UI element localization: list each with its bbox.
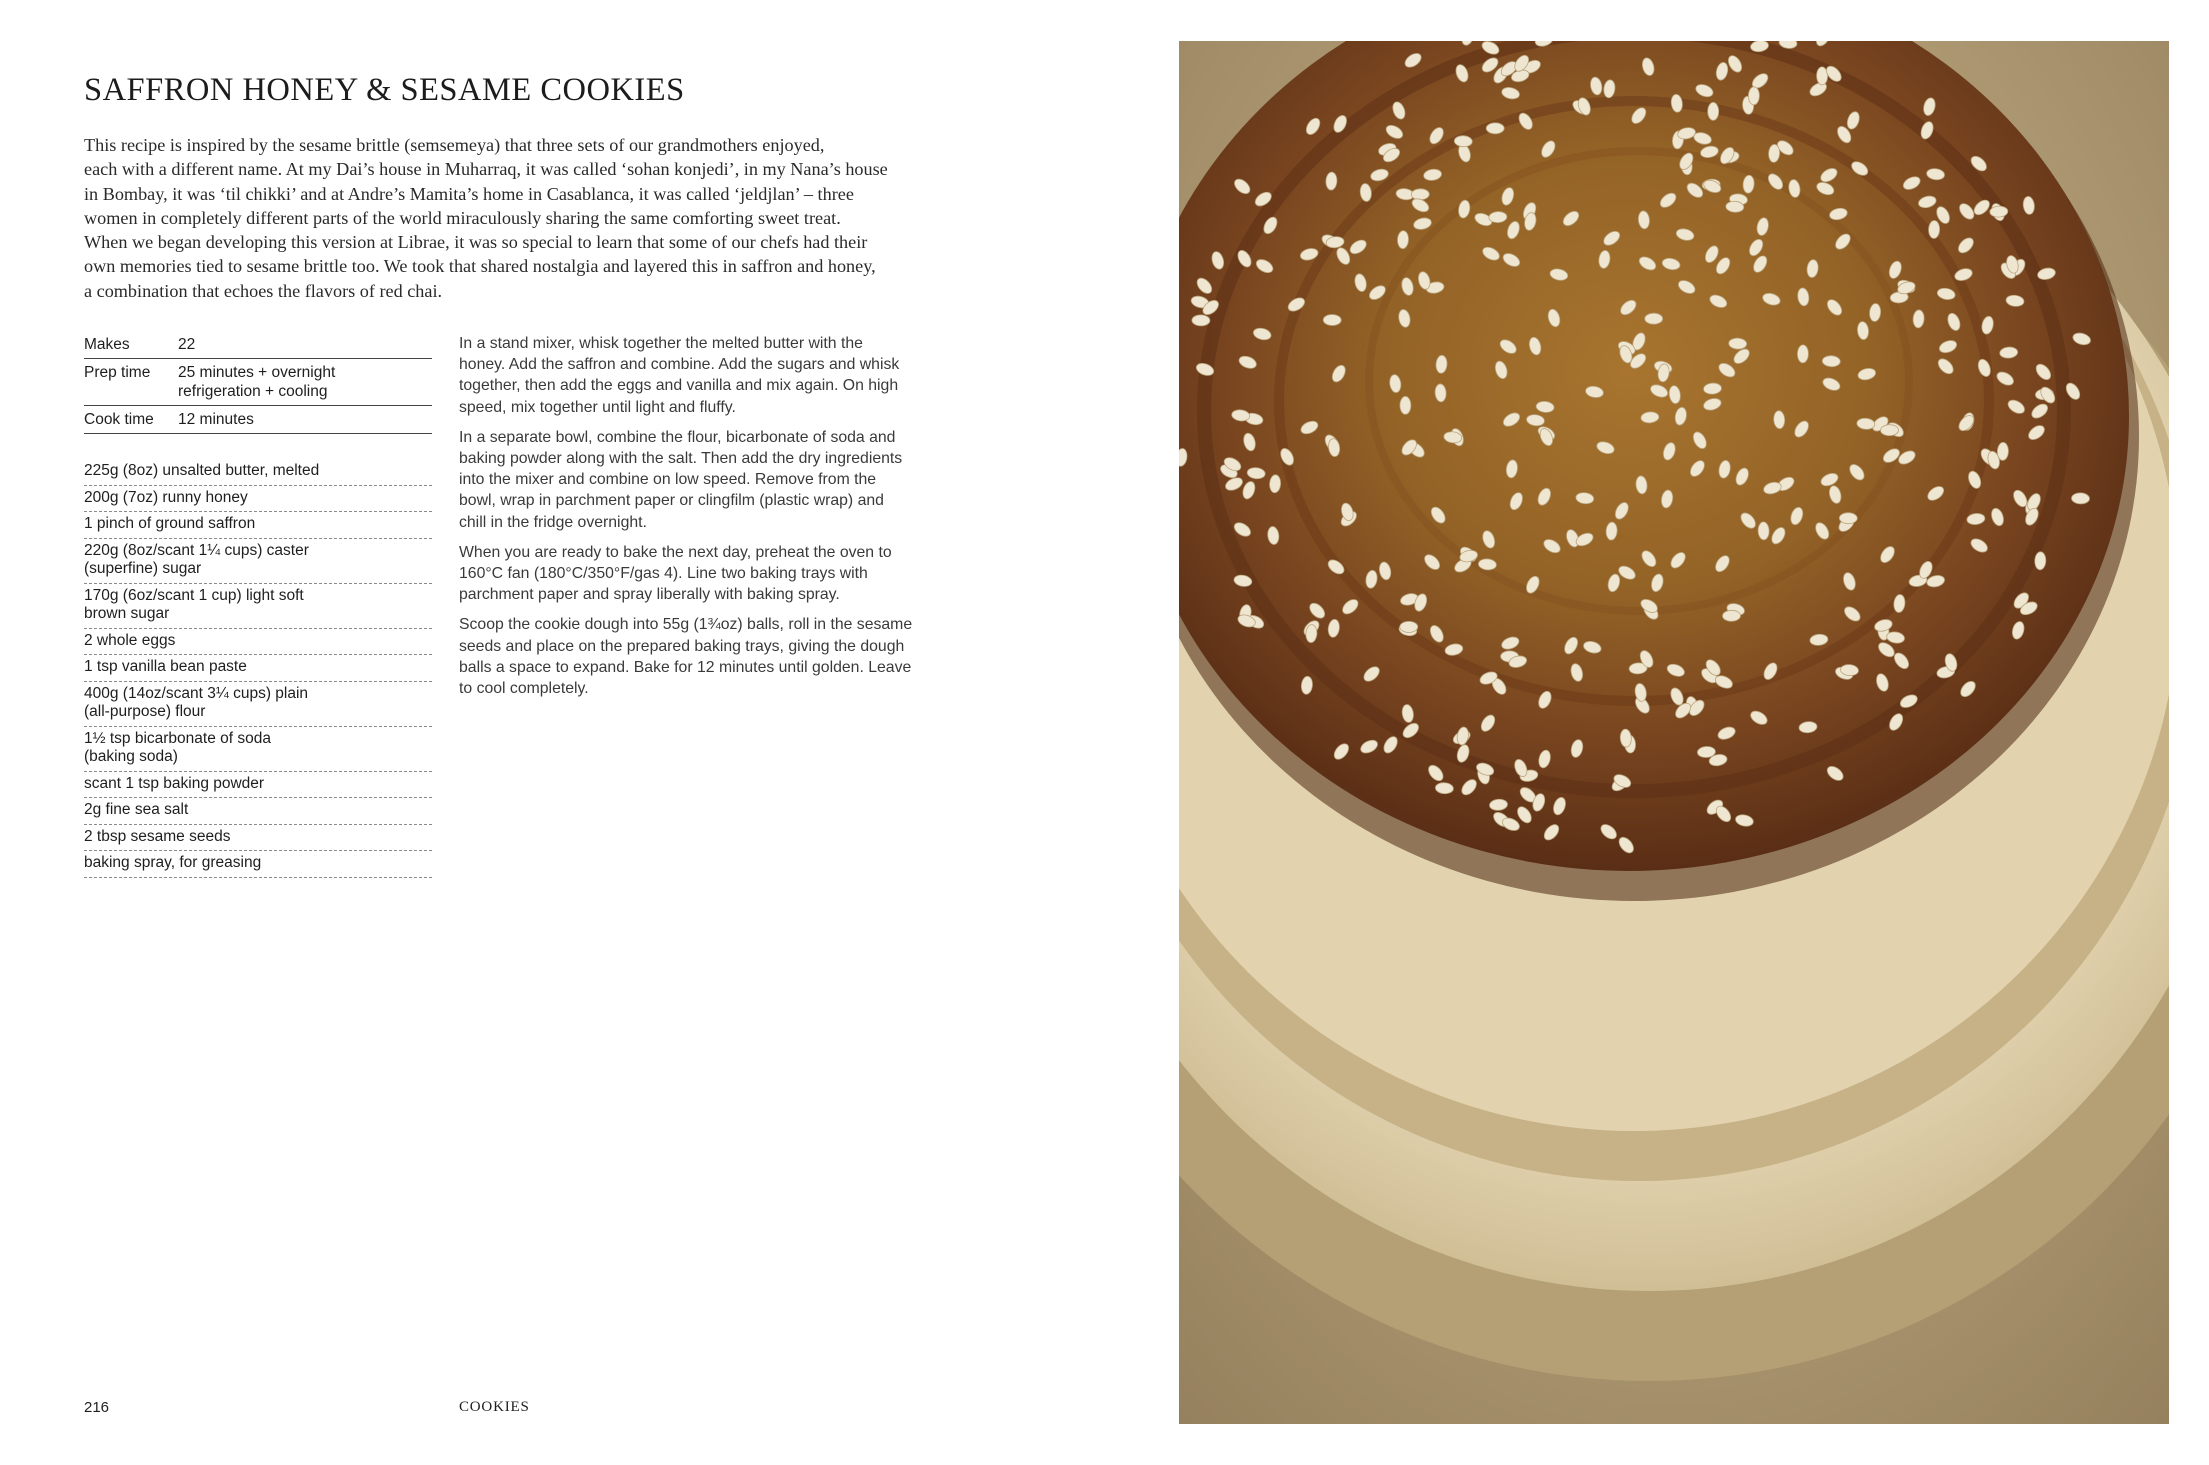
meta-value: 25 minutes + overnight refrigeration + cooling: [178, 364, 336, 400]
sesame-seed: [1880, 425, 1898, 436]
sesame-seed: [1323, 314, 1341, 325]
method-steps: [459, 333, 1004, 708]
ingredient-item: 170g (6oz/scant 1 cup) light soft brown sugar: [84, 584, 432, 629]
ingredient-item: baking spray, for greasing: [84, 851, 432, 878]
sesame-seed: [1797, 345, 1808, 363]
meta-row-prep-time: [84, 359, 432, 406]
meta-value: 22: [178, 336, 196, 353]
sesame-seed: [1708, 102, 1719, 120]
intro-line: When we began developing this version at Librae, it was so special to learn that some of our chefs had their: [84, 232, 868, 253]
ingredients-list: [84, 460, 432, 878]
method-step: In a stand mixer, whisk together the melted butter with the honey. Add the saffron and combine. Add the sugars and whisk together, then add the eggs and vanilla and mix again. On high speed, mix together until light and fluffy.: [459, 335, 900, 416]
sesame-seed: [1400, 396, 1411, 414]
intro-line: This recipe is inspired by the sesame brittle (semsemeya) that three sets of our grandmothers enjoyed,: [84, 135, 825, 155]
ingredient-item: 2 whole eggs: [84, 629, 432, 656]
sesame-seed: [1928, 220, 1940, 238]
sesame-seed: [2034, 552, 2046, 570]
recipe-title: SAFFRON HONEY & SESAME COOKIES: [84, 72, 685, 108]
meta-row-cook-time: [84, 406, 432, 434]
ingredient-item: 1 pinch of ground saffron: [84, 512, 432, 539]
sesame-seed: [2071, 493, 2089, 505]
section-name: COOKIES: [459, 1399, 530, 1415]
ingredient-item: 1 tsp vanilla bean paste: [84, 655, 432, 682]
meta-label: Cook time: [84, 411, 154, 428]
meta-value: 12 minutes: [178, 411, 254, 428]
ingredient-item: 2g fine sea salt: [84, 798, 432, 825]
meta-label: Prep time: [84, 364, 151, 381]
intro-line: each with a different name. At my Dai’s house in Muharraq, it was called ‘sohan konjedi’, in my Nana’s house: [84, 159, 888, 180]
sesame-seed: [1758, 522, 1770, 540]
page-number: 216: [84, 1399, 110, 1416]
sesame-seed: [1400, 621, 1418, 632]
ingredient-item: 200g (7oz) runny honey: [84, 486, 432, 513]
sesame-seed: [1997, 442, 2009, 460]
intro-line: a combination that echoes the flavors of red chai.: [84, 280, 443, 301]
sesame-seed: [1816, 67, 1827, 85]
ingredient-item: 220g (8oz/scant 1¼ cups) caster (superfine) sugar: [84, 539, 432, 584]
sesame-seed: [1486, 123, 1504, 134]
sesame-seed: [1839, 513, 1857, 524]
ingredient-item: 1½ tsp bicarbonate of soda (baking soda): [84, 727, 432, 772]
method-step: Scoop the cookie dough into 55g (1¾oz) balls, roll in the sesame seeds and place on the prepared baking trays, giving the dough balls a space to expand. Bake for 12 minutes until golden. Leave to cool completely.: [459, 616, 913, 698]
cookie-photo: [1179, 41, 2169, 1424]
ingredient-item: 2 tbsp sesame seeds: [84, 825, 432, 852]
recipe-meta-table: [84, 333, 432, 434]
sesame-seed: [1748, 87, 1759, 105]
ingredient-item: scant 1 tsp baking powder: [84, 772, 432, 799]
sesame-seed: [1722, 610, 1740, 621]
sesame-seed: [1192, 315, 1210, 326]
intro-line: in Bombay, it was ‘til chikki’ and at Andre’s Mamita’s home in Casablanca, it was called ‘jeldjlan’ – three: [84, 183, 854, 204]
meta-row-makes: [84, 333, 432, 359]
recipe-intro: [84, 133, 984, 303]
sesame-seed: [1645, 313, 1663, 324]
ingredient-item: 225g (8oz) unsalted butter, melted: [84, 460, 432, 486]
method-step: When you are ready to bake the next day, preheat the oven to 160°C fan (180°C/350°F/gas 4). Line two baking trays with parchment paper and spray liberally with baking spray.: [459, 543, 892, 604]
meta-label: Makes: [84, 336, 130, 353]
method-step: In a separate bowl, combine the flour, bicarbonate of soda and baking powder along with the salt. Then add the dry ingredients into the mixer and combine on low speed. Remove from the bowl, wrap in parchment paper or clingfilm (plastic wrap) and chill in the fridge overnight.: [459, 428, 903, 531]
intro-line: women in completely different parts of the world miraculously sharing the same comforting sweet treat.: [84, 207, 841, 228]
cookie-illustration: [1179, 41, 2169, 1424]
sesame-seed: [1411, 189, 1429, 200]
ingredient-item: 400g (14oz/scant 3¼ cups) plain (all-purpose) flour: [84, 682, 432, 727]
intro-line: own memories tied to sesame brittle too. We took that shared nostalgia and layered this in saffron and honey,: [84, 256, 876, 277]
